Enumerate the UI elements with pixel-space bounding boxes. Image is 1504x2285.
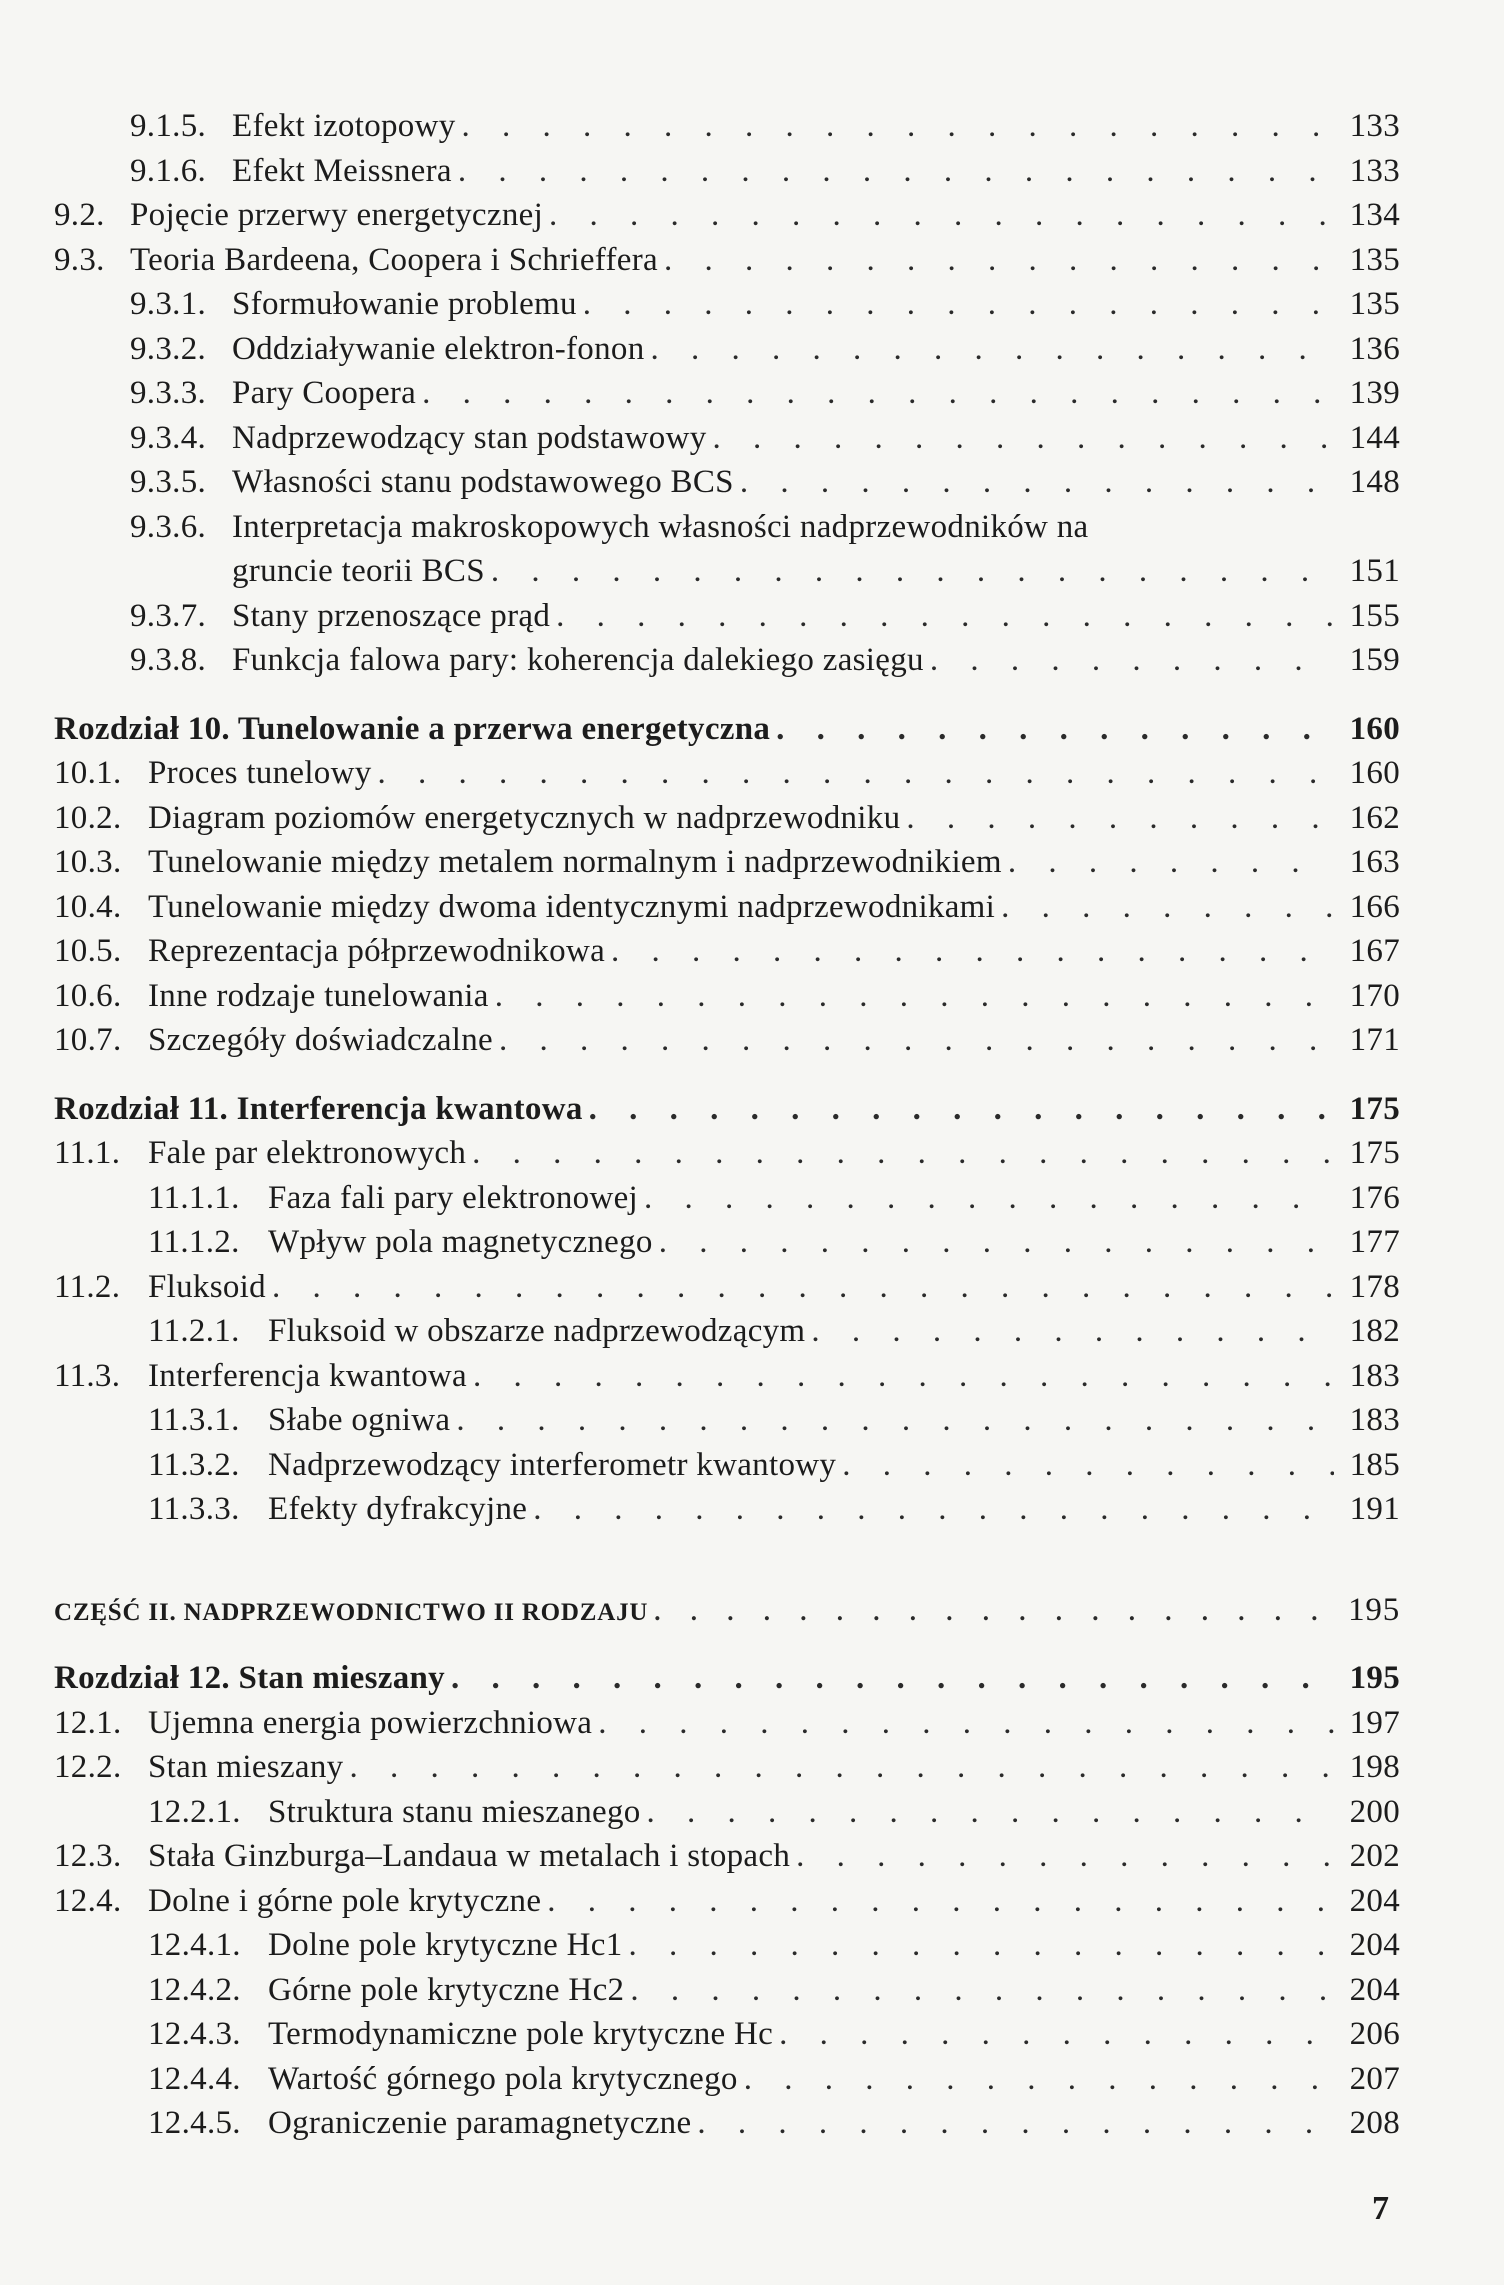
entry-title: Fluksoid — [148, 1268, 266, 1305]
dot-leader — [664, 242, 1334, 279]
toc-entry[interactable] — [54, 2105, 1400, 2150]
entry-number: 9.1.6. — [130, 152, 207, 189]
toc-entry[interactable] — [54, 286, 1400, 331]
entry-number: 9.3.3. — [130, 375, 207, 411]
dot-leader — [451, 1660, 1334, 1697]
entry-title: Własności stanu podstawowego BCS — [232, 464, 734, 500]
dot-leader — [659, 1224, 1334, 1261]
entry-title: Sformułowanie problemu — [232, 286, 577, 322]
entry-page-number: 202 — [1349, 1838, 1400, 1874]
entry-page-number: 144 — [1349, 419, 1400, 456]
entry-title: Interpretacja makroskopowych własności nadprzewodników na — [232, 508, 1089, 545]
toc-entry[interactable] — [54, 755, 1400, 800]
entry-number: 10.4. — [54, 888, 122, 925]
entry-page-number: 163 — [1349, 844, 1400, 880]
entry-number: 12.1. — [54, 1704, 122, 1741]
entry-page-number: 207 — [1349, 2060, 1400, 2097]
dot-leader — [598, 1705, 1334, 1742]
dot-leader — [776, 711, 1334, 748]
dot-leader — [533, 1491, 1334, 1528]
dot-leader — [651, 331, 1334, 368]
entry-title: Nadprzewodzący interferometr kwantowy — [268, 1446, 837, 1483]
dot-leader — [556, 598, 1334, 635]
entry-title: Nadprzewodzący stan podstawowy — [232, 419, 707, 456]
entry-title: Efekt izotopowy — [232, 108, 456, 144]
entry-title: Wpływ pola magnetycznego — [268, 1224, 653, 1260]
toc-entry[interactable] — [54, 509, 1400, 554]
entry-page-number: 183 — [1349, 1357, 1400, 1394]
entry-title: Oddziaływanie elektron-fonon — [232, 330, 645, 367]
entry-page-number: 197 — [1349, 1704, 1400, 1741]
toc-entry[interactable] — [54, 800, 1400, 845]
dot-leader — [491, 553, 1334, 590]
entry-page-number: 195 — [1348, 1591, 1400, 1628]
dot-leader — [713, 420, 1334, 457]
entry-number: 11.2.1. — [148, 1313, 240, 1349]
toc-section — [54, 108, 1400, 687]
toc-entry[interactable] — [54, 2061, 1400, 2106]
toc-entry[interactable] — [54, 1269, 1400, 1314]
dot-leader — [811, 1313, 1334, 1350]
chapter-heading[interactable] — [54, 1660, 1400, 1705]
section-gap — [54, 1067, 1400, 1091]
entry-number: 12.4.2. — [148, 1971, 241, 2008]
chapter-heading[interactable] — [54, 711, 1400, 756]
entry-page-number: 204 — [1349, 1971, 1400, 2008]
entry-page-number: 162 — [1349, 799, 1400, 836]
toc-entry[interactable] — [54, 1358, 1400, 1403]
entry-page-number: 133 — [1349, 108, 1400, 144]
toc-entry[interactable] — [54, 1883, 1400, 1928]
entry-title: Rozdział 12. Stan mieszany — [54, 1660, 445, 1696]
toc-entry[interactable] — [54, 1838, 1400, 1883]
entry-number: 10.6. — [54, 977, 122, 1014]
entry-title: Stan mieszany — [148, 1749, 344, 1785]
entry-page-number: 148 — [1349, 464, 1400, 500]
entry-page-number: 160 — [1349, 755, 1400, 791]
dot-leader — [547, 1883, 1334, 1920]
entry-title: Dolne i górne pole krytyczne — [148, 1882, 542, 1919]
dot-leader — [779, 2016, 1334, 2053]
toc-section — [54, 1592, 1400, 1637]
toc-entry[interactable] — [54, 642, 1400, 687]
dot-leader — [458, 153, 1334, 190]
entry-title: Faza fali pary elektronowej — [268, 1179, 639, 1216]
toc-entry[interactable] — [54, 464, 1400, 509]
entry-title: Rozdział 10. Tunelowanie a przerwa energetyczna — [54, 710, 771, 747]
section-gap — [54, 687, 1400, 711]
dot-leader — [611, 933, 1334, 970]
entry-page-number: 204 — [1349, 1882, 1400, 1919]
entry-title: Fale par elektronowych — [148, 1135, 467, 1171]
entry-page-number: 170 — [1349, 977, 1400, 1014]
entry-title: Rozdział 11. Interferencja kwantowa — [54, 1090, 583, 1127]
entry-page-number: 175 — [1349, 1135, 1400, 1171]
entry-title: Interferencja kwantowa — [148, 1357, 468, 1394]
entry-title: Proces tunelowy — [148, 755, 372, 791]
entry-title: Diagram poziomów energetycznych w nadprzewodniku — [148, 799, 901, 836]
entry-number: 12.2. — [54, 1749, 122, 1785]
entry-number: 10.7. — [54, 1022, 122, 1058]
entry-page-number: 182 — [1349, 1313, 1400, 1349]
toc-entry[interactable] — [54, 978, 1400, 1023]
dot-leader — [906, 800, 1334, 837]
entry-number: 11.1.1. — [148, 1179, 240, 1216]
entry-number: 11.3. — [54, 1357, 121, 1394]
toc-entry[interactable] — [54, 933, 1400, 978]
dot-leader — [842, 1447, 1334, 1484]
entry-page-number: 185 — [1349, 1446, 1400, 1483]
entry-number: 12.4.1. — [148, 1927, 241, 1963]
entry-number: 9.1.5. — [130, 108, 207, 144]
table-of-contents — [54, 108, 1400, 2150]
entry-title: Struktura stanu mieszanego — [268, 1793, 641, 1830]
dot-leader — [744, 2061, 1334, 2098]
entry-title: Funkcja falowa pary: koherencja dalekiego zasięgu — [232, 642, 924, 678]
toc-entry[interactable] — [54, 197, 1400, 242]
entry-number: 11.2. — [54, 1268, 121, 1305]
part-heading[interactable] — [54, 1592, 1400, 1637]
toc-entry[interactable] — [54, 1313, 1400, 1358]
entry-title: Wartość górnego pola krytycznego — [268, 2060, 738, 2097]
entry-title: Słabe ogniwa — [268, 1402, 451, 1438]
dot-leader — [422, 375, 1334, 412]
entry-title: Górne pole krytyczne Hc2 — [268, 1971, 625, 2008]
entry-page-number: 191 — [1349, 1491, 1400, 1527]
entry-title: Dolne pole krytyczne Hc1 — [268, 1927, 623, 1963]
page-number: 7 — [1372, 2190, 1389, 2227]
entry-title: Stany przenoszące prąd — [232, 597, 551, 634]
entry-number: 11.3.2. — [148, 1446, 240, 1483]
toc-entry[interactable] — [54, 242, 1400, 287]
entry-title: Tunelowanie między dwoma identycznymi nadprzewodnikami — [148, 888, 996, 925]
entry-number: 9.3.8. — [130, 642, 207, 678]
toc-section — [54, 1091, 1400, 1536]
toc-entry[interactable] — [54, 1135, 1400, 1180]
entry-title: CZĘŚĆ II. NADPRZEWODNICTWO II RODZAJU — [54, 1598, 649, 1626]
toc-entry[interactable] — [54, 1794, 1400, 1839]
toc-entry[interactable] — [54, 420, 1400, 465]
toc-entry[interactable] — [54, 2016, 1400, 2061]
dot-leader — [472, 1135, 1334, 1172]
entry-number: 11.3.1. — [148, 1402, 240, 1438]
entry-number: 11.3.3. — [148, 1491, 240, 1527]
toc-entry[interactable] — [54, 1402, 1400, 1447]
entry-title: Pojęcie przerwy energetycznej — [130, 197, 544, 233]
dot-leader — [272, 1269, 1334, 1306]
dot-leader — [629, 1927, 1335, 1964]
entry-page-number: 176 — [1349, 1179, 1400, 1216]
dot-leader — [1008, 844, 1334, 881]
entry-number: 12.3. — [54, 1838, 122, 1874]
dot-leader — [740, 464, 1334, 501]
entry-number: 12.4.5. — [148, 2105, 241, 2141]
toc-entry[interactable] — [54, 889, 1400, 934]
entry-page-number: 200 — [1349, 1793, 1400, 1830]
dot-leader — [549, 197, 1334, 234]
entry-page-number: 133 — [1349, 152, 1400, 189]
entry-page-number: 135 — [1349, 286, 1400, 322]
toc-entry[interactable] — [54, 331, 1400, 376]
dot-leader — [495, 978, 1334, 1015]
dot-leader — [647, 1794, 1334, 1831]
entry-number: 9.3. — [54, 241, 105, 278]
entry-page-number: 183 — [1349, 1402, 1400, 1438]
toc-section — [54, 1660, 1400, 2150]
dot-leader — [462, 108, 1334, 145]
toc-entry[interactable] — [54, 1927, 1400, 1972]
dot-leader — [697, 2105, 1334, 2142]
dot-leader — [589, 1091, 1334, 1128]
entry-title: Teoria Bardeena, Coopera i Schrieffera — [130, 241, 658, 278]
entry-title: Stała Ginzburga–Landaua w metalach i stopach — [148, 1838, 791, 1874]
entry-title: Efekty dyfrakcyjne — [268, 1491, 528, 1527]
entry-title-continuation: gruncie teorii BCS — [232, 553, 485, 589]
toc-entry-continuation[interactable] — [54, 553, 1400, 598]
dot-leader — [456, 1402, 1334, 1439]
dot-leader — [499, 1022, 1334, 1059]
chapter-heading[interactable] — [54, 1091, 1400, 1136]
toc-entry[interactable] — [54, 108, 1400, 153]
entry-number: 9.3.2. — [130, 330, 207, 367]
dot-leader — [930, 642, 1334, 679]
entry-page-number: 208 — [1349, 2105, 1400, 2141]
entry-number: 11.1.2. — [148, 1224, 240, 1260]
section-gap — [54, 1536, 1400, 1592]
entry-title: Reprezentacja półprzewodnikowa — [148, 933, 606, 969]
entry-page-number: 204 — [1349, 1927, 1400, 1963]
entry-page-number: 166 — [1349, 888, 1400, 925]
entry-page-number: 159 — [1349, 642, 1400, 678]
dot-leader — [1001, 889, 1334, 926]
toc-section — [54, 711, 1400, 1067]
entry-page-number: 206 — [1349, 2016, 1400, 2052]
entry-page-number: 177 — [1349, 1224, 1400, 1260]
entry-title: Termodynamiczne pole krytyczne Hc — [268, 2016, 774, 2052]
entry-number: 11.1. — [54, 1135, 121, 1171]
entry-number: 9.3.1. — [130, 286, 207, 322]
entry-number: 9.3.6. — [130, 508, 207, 545]
entry-number: 12.4. — [54, 1882, 122, 1919]
dot-leader — [378, 755, 1334, 792]
entry-page-number: 151 — [1349, 553, 1400, 589]
toc-entry[interactable] — [54, 1180, 1400, 1225]
toc-entry[interactable] — [54, 375, 1400, 420]
section-gap — [54, 1636, 1400, 1660]
toc-entry[interactable] — [54, 1749, 1400, 1794]
entry-page-number: 175 — [1349, 1090, 1400, 1127]
entry-page-number: 136 — [1349, 330, 1400, 367]
entry-page-number: 160 — [1349, 710, 1400, 747]
entry-page-number: 139 — [1349, 375, 1400, 411]
toc-entry[interactable] — [54, 1447, 1400, 1492]
entry-number: 12.2.1. — [148, 1793, 241, 1830]
toc-entry[interactable] — [54, 844, 1400, 889]
toc-entry[interactable] — [54, 1224, 1400, 1269]
toc-entry[interactable] — [54, 1491, 1400, 1536]
entry-page-number: 155 — [1349, 597, 1400, 634]
entry-number: 9.2. — [54, 197, 105, 233]
toc-entry[interactable] — [54, 1705, 1400, 1750]
entry-page-number: 195 — [1349, 1660, 1400, 1696]
entry-page-number: 134 — [1349, 197, 1400, 233]
entry-number: 9.3.5. — [130, 464, 207, 500]
dot-leader — [473, 1358, 1334, 1395]
toc-entry[interactable] — [54, 1022, 1400, 1067]
entry-title: Ujemna energia powierzchniowa — [148, 1704, 593, 1741]
entry-number: 10.1. — [54, 755, 122, 791]
toc-entry[interactable] — [54, 1972, 1400, 2017]
entry-title: Efekt Meissnera — [232, 152, 452, 189]
dot-leader — [654, 1599, 1334, 1627]
dot-leader — [583, 286, 1334, 323]
dot-leader — [349, 1749, 1334, 1786]
entry-title: Tunelowanie między metalem normalnym i nadprzewodnikiem — [148, 844, 1002, 880]
dot-leader — [644, 1180, 1334, 1217]
entry-number: 9.3.7. — [130, 597, 207, 634]
dot-leader — [796, 1838, 1334, 1875]
entry-number: 12.4.3. — [148, 2016, 241, 2052]
entry-page-number: 178 — [1349, 1268, 1400, 1305]
entry-number: 12.4.4. — [148, 2060, 241, 2097]
entry-title: Inne rodzaje tunelowania — [148, 977, 489, 1014]
entry-number: 10.5. — [54, 933, 122, 969]
entry-title: Pary Coopera — [232, 375, 417, 411]
entry-page-number: 167 — [1349, 933, 1400, 969]
toc-entry[interactable] — [54, 153, 1400, 198]
entry-title: Fluksoid w obszarze nadprzewodzącym — [268, 1313, 806, 1349]
entry-number: 9.3.4. — [130, 419, 207, 456]
entry-number: 10.2. — [54, 799, 122, 836]
entry-page-number: 135 — [1349, 241, 1400, 278]
entry-page-number: 198 — [1349, 1749, 1400, 1785]
entry-title: Ograniczenie paramagnetyczne — [268, 2105, 692, 2141]
toc-entry[interactable] — [54, 598, 1400, 643]
dot-leader — [630, 1972, 1334, 2009]
entry-page-number: 171 — [1349, 1022, 1400, 1058]
entry-title: Szczegóły doświadczalne — [148, 1022, 494, 1058]
entry-number: 10.3. — [54, 844, 122, 880]
